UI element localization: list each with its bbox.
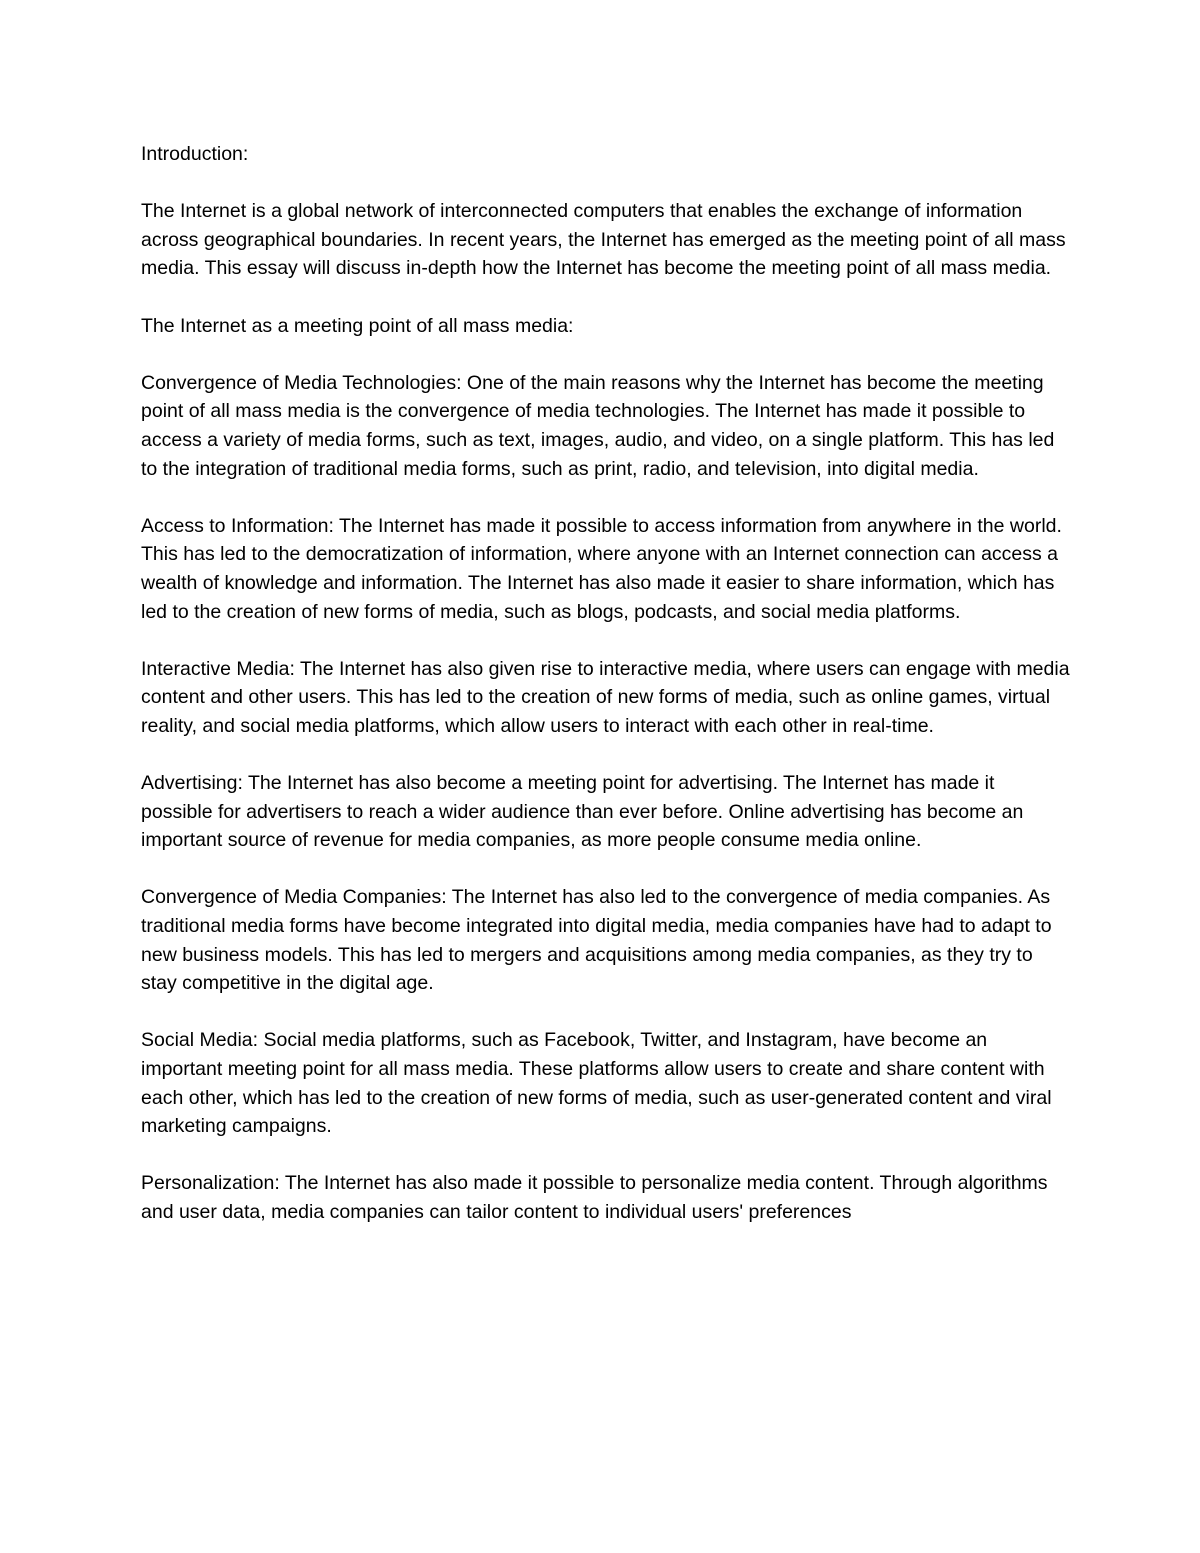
document-body — [141, 140, 1071, 1255]
paragraph-social-media: Social Media: Social media platforms, such as Facebook, Twitter, and Instagram, have become an important meeting point for all mass media. These platforms allow users to create and share content with each other, which has led to the creation of new forms of media, such as user-generated content and viral marketing campaigns. — [141, 1029, 1052, 1138]
paragraph-access-information: Access to Information: The Internet has made it possible to access information from anywhere in the world. This has led to the democratization of information, where anyone with an Internet connection can access a wealth of knowledge and information. The Internet has also made it easier to share information, which has led to the creation of new forms of media, such as blogs, podcasts, and social media platforms. — [141, 514, 1062, 623]
paragraph-interactive-media: Interactive Media: The Internet has also given rise to interactive media, where users can engage with media content and other users. This has led to the creation of new forms of media, such as online games, virtual reality, and social media platforms, which allow users to interact with each other in real-time. — [141, 657, 1070, 737]
paragraph-advertising: Advertising: The Internet has also become a meeting point for advertising. The Internet has made it possible for advertisers to reach a wider audience than ever before. Online advertising has become an important source of revenue for media companies, as more people consume media online. — [141, 772, 1024, 852]
paragraph-personalization: Personalization: The Internet has also made it possible to personalize media content. Through algorithms and user data, media companies can tailor content to individual users' preferences — [141, 1172, 1048, 1223]
paragraph-convergence-technologies: Convergence of Media Technologies: One of the main reasons why the Internet has become the meeting point of all mass media is the convergence of media technologies. The Internet has made it possible to access a variety of media forms, such as text, images, audio, and video, on a single platform. This has led to the integration of traditional media forms, such as print, radio, and television, into digital media. — [141, 371, 1055, 480]
section-heading-meeting-point: The Internet as a meeting point of all mass media: — [141, 314, 574, 337]
paragraph-convergence-companies: Convergence of Media Companies: The Internet has also led to the convergence of media companies. As traditional media forms have become integrated into digital media, media companies have had to adapt to new business models. This has led to mergers and acquisitions among media companies, as they try to stay competitive in the digital age. — [141, 886, 1052, 995]
section-heading-introduction: Introduction: — [141, 143, 249, 165]
paragraph-internet-definition: The Internet is a global network of interconnected computers that enables the exchange of information across geographical boundaries. In recent years, the Internet has emerged as the meeting point of all mass media. This essay will discuss in-depth how the Internet has become the meeting point of all mass media. — [141, 200, 1066, 280]
